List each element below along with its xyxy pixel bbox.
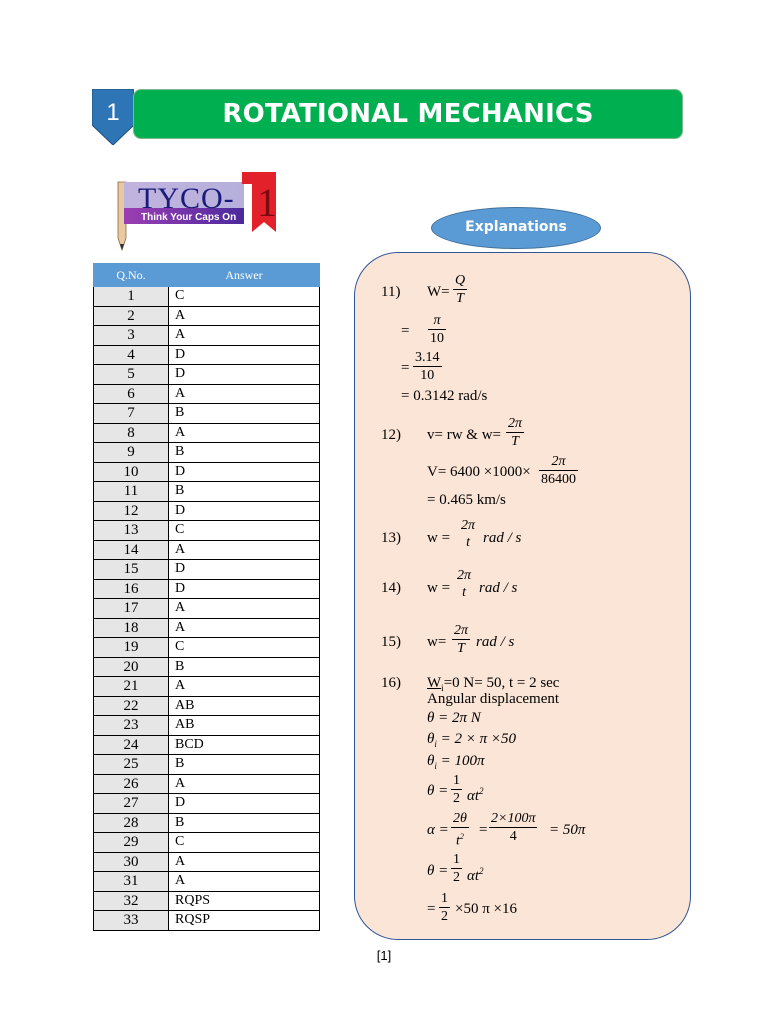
q11-equals: =	[401, 323, 410, 339]
answer-cell: A	[169, 618, 320, 638]
q15-lhs: w=	[427, 634, 447, 650]
q14-number: 14)	[381, 580, 401, 596]
q12-fraction-1: $\frac{2\pi}{T}$	[508, 416, 523, 449]
q16-line-4-rhs: $\alpha t^2$	[467, 786, 484, 804]
answer-cell: A	[169, 540, 320, 560]
table-row	[94, 482, 320, 502]
question-number-cell: 17	[94, 599, 169, 619]
question-number-cell: 31	[94, 872, 169, 892]
q16-number: 16)	[381, 675, 401, 691]
question-number-cell: 14	[94, 540, 169, 560]
q16-line-5-fraction-2: $\frac{2\times 100\pi}{4}$	[491, 811, 536, 844]
answer-cell: D	[169, 365, 320, 385]
table-row	[94, 365, 320, 385]
question-number-cell: 20	[94, 657, 169, 677]
q12-number: 12)	[381, 427, 401, 443]
table-row	[94, 716, 320, 736]
question-number-cell: 12	[94, 501, 169, 521]
answer-cell: A	[169, 423, 320, 443]
q11-fraction-3: $\frac{3.14}{10}$	[415, 350, 440, 383]
answer-cell: A	[169, 677, 320, 697]
table-row	[94, 833, 320, 853]
question-number-cell: 5	[94, 365, 169, 385]
table-row	[94, 287, 320, 307]
answer-cell: B	[169, 755, 320, 775]
table-row	[94, 521, 320, 541]
q14-lhs: w =	[427, 580, 451, 596]
answer-cell: C	[169, 638, 320, 658]
answer-cell: B	[169, 443, 320, 463]
q14-fraction: 2π t	[457, 568, 472, 600]
table-row	[94, 911, 320, 931]
q14-unit: rad / s	[479, 580, 518, 596]
q12-result: = 0.465 km/s	[427, 492, 506, 508]
table-row	[94, 813, 320, 833]
q16-line-2: $\theta_i = 2 \times \pi \times 50$	[427, 731, 517, 749]
page-number: [1]	[376, 948, 392, 963]
answer-cell: A	[169, 872, 320, 892]
table-row	[94, 384, 320, 404]
q11-fraction-1: $\frac{Q}{T}$	[455, 273, 466, 306]
q16-line-5-rhs: = 50π	[549, 822, 586, 838]
question-number-cell: 6	[94, 384, 169, 404]
question-number-cell: 9	[94, 443, 169, 463]
question-number-cell: 8	[94, 423, 169, 443]
answer-key-table	[93, 263, 320, 931]
question-number-cell: 13	[94, 521, 169, 541]
answer-cell: BCD	[169, 735, 320, 755]
q11-result: = 0.3142 rad/s	[401, 388, 488, 404]
question-number-cell: 21	[94, 677, 169, 697]
table-row	[94, 345, 320, 365]
question-number-cell: 18	[94, 618, 169, 638]
question-number-cell: 16	[94, 579, 169, 599]
answer-cell: AB	[169, 696, 320, 716]
answer-cell: AB	[169, 716, 320, 736]
question-number-cell: 1	[94, 287, 169, 307]
table-row	[94, 501, 320, 521]
q16-line-5-fraction-1: $\frac{2\theta}{t^2}$	[453, 811, 467, 849]
q16-line-7-lhs: =	[427, 901, 436, 917]
q15-fraction: $\frac{2\pi}{T}$	[454, 623, 469, 656]
answer-cell: D	[169, 501, 320, 521]
answer-cell: D	[169, 579, 320, 599]
answer-cell: C	[169, 521, 320, 541]
q16-line-7-rhs: ×50 π ×16	[455, 901, 517, 917]
q16-line-6-lhs: θ =	[427, 863, 449, 879]
answer-cell: B	[169, 813, 320, 833]
table-row	[94, 794, 320, 814]
table-row	[94, 540, 320, 560]
answer-cell: D	[169, 560, 320, 580]
q15-number: 15)	[381, 634, 401, 650]
q16-given: $W_i=0$ N= 50, t = 2 sec	[427, 675, 560, 693]
table-row	[94, 735, 320, 755]
answer-cell: A	[169, 599, 320, 619]
question-number-cell: 7	[94, 404, 169, 424]
table-row	[94, 677, 320, 697]
table-row	[94, 599, 320, 619]
qno-header: Q.No.	[94, 264, 169, 287]
answer-cell: A	[169, 384, 320, 404]
answer-cell: B	[169, 657, 320, 677]
answer-cell: D	[169, 462, 320, 482]
table-row	[94, 755, 320, 775]
q12-fraction-2: $\frac{2\pi}{86400}$	[541, 454, 576, 487]
answer-cell: D	[169, 794, 320, 814]
answer-cell: A	[169, 306, 320, 326]
answer-cell: RQPS	[169, 891, 320, 911]
q16-line-6-fraction: $\frac{1}{2}$	[453, 852, 460, 885]
q16-line-1: θ = 2π N	[427, 710, 481, 726]
q13-unit: rad / s	[483, 530, 522, 546]
logo-tagline: Think Your Caps On	[141, 212, 237, 223]
table-row	[94, 872, 320, 892]
explanations-label: Explanations	[465, 219, 567, 235]
q16-line-3: $\theta_i = 100\pi$	[427, 753, 485, 771]
page-title: ROTATIONAL MECHANICS	[222, 99, 594, 129]
question-number-cell: 26	[94, 774, 169, 794]
table-row	[94, 306, 320, 326]
table-row	[94, 462, 320, 482]
q11-fraction-2: $\frac{\pi}{10}$	[430, 313, 444, 346]
question-number-cell: 30	[94, 852, 169, 872]
question-number-cell: 33	[94, 911, 169, 931]
q13-lhs: w =	[427, 530, 451, 546]
table-row	[94, 560, 320, 580]
answer-cell: RQSP	[169, 911, 320, 931]
question-number-cell: 15	[94, 560, 169, 580]
table-row	[94, 618, 320, 638]
table-row	[94, 579, 320, 599]
q11-number: 11)	[381, 284, 401, 300]
q16-line-4-lhs: θ =	[427, 783, 449, 799]
table-row	[94, 638, 320, 658]
explanations-panel	[354, 252, 691, 940]
svg-text:1: 1	[257, 180, 277, 225]
answer-cell: A	[169, 852, 320, 872]
q16-line-7-fraction: $\frac{1}{2}$	[441, 891, 448, 924]
table-row	[94, 696, 320, 716]
logo-word: TYCO-	[138, 182, 235, 215]
table-header-row	[94, 264, 320, 287]
q16-line-5-equals: =	[479, 822, 488, 838]
q11-lhs: W=	[427, 284, 450, 300]
answer-cell: C	[169, 833, 320, 853]
q15-unit: rad / s	[476, 634, 515, 650]
question-number-cell: 27	[94, 794, 169, 814]
table-row	[94, 443, 320, 463]
table-row	[94, 326, 320, 346]
answer-cell: B	[169, 482, 320, 502]
question-number-cell: 28	[94, 813, 169, 833]
answer-header: Answer	[169, 264, 320, 287]
question-number-cell: 32	[94, 891, 169, 911]
q16-line-6-rhs: $\alpha t^2$	[467, 866, 484, 884]
q16-line-4-fraction: $\frac{1}{2}$	[453, 773, 460, 806]
table-row	[94, 657, 320, 677]
question-number-cell: 25	[94, 755, 169, 775]
q16-line-5-lhs: α =	[427, 822, 449, 838]
table-row	[94, 852, 320, 872]
answer-table-body	[94, 287, 320, 931]
table-row	[94, 774, 320, 794]
answer-cell: B	[169, 404, 320, 424]
question-number-cell: 23	[94, 716, 169, 736]
table-row	[94, 891, 320, 911]
q12-line-2: V= 6400 ×1000×	[427, 464, 531, 480]
q11-equals-2: =	[401, 360, 410, 376]
question-number-cell: 24	[94, 735, 169, 755]
q12-lhs: v= rw & w=	[427, 427, 501, 443]
chapter-number: 1	[106, 99, 120, 126]
question-number-cell: 19	[94, 638, 169, 658]
q16-heading: Angular displacement	[427, 691, 560, 707]
answer-cell: D	[169, 345, 320, 365]
table-row	[94, 404, 320, 424]
question-number-cell: 10	[94, 462, 169, 482]
answer-cell: C	[169, 287, 320, 307]
answer-cell: A	[169, 326, 320, 346]
answer-cell: A	[169, 774, 320, 794]
question-number-cell: 11	[94, 482, 169, 502]
question-number-cell: 29	[94, 833, 169, 853]
table-row	[94, 423, 320, 443]
q13-number: 13)	[381, 530, 401, 546]
q13-fraction: 2π t	[461, 518, 476, 550]
question-number-cell: 2	[94, 306, 169, 326]
question-number-cell: 4	[94, 345, 169, 365]
question-number-cell: 3	[94, 326, 169, 346]
question-number-cell: 22	[94, 696, 169, 716]
